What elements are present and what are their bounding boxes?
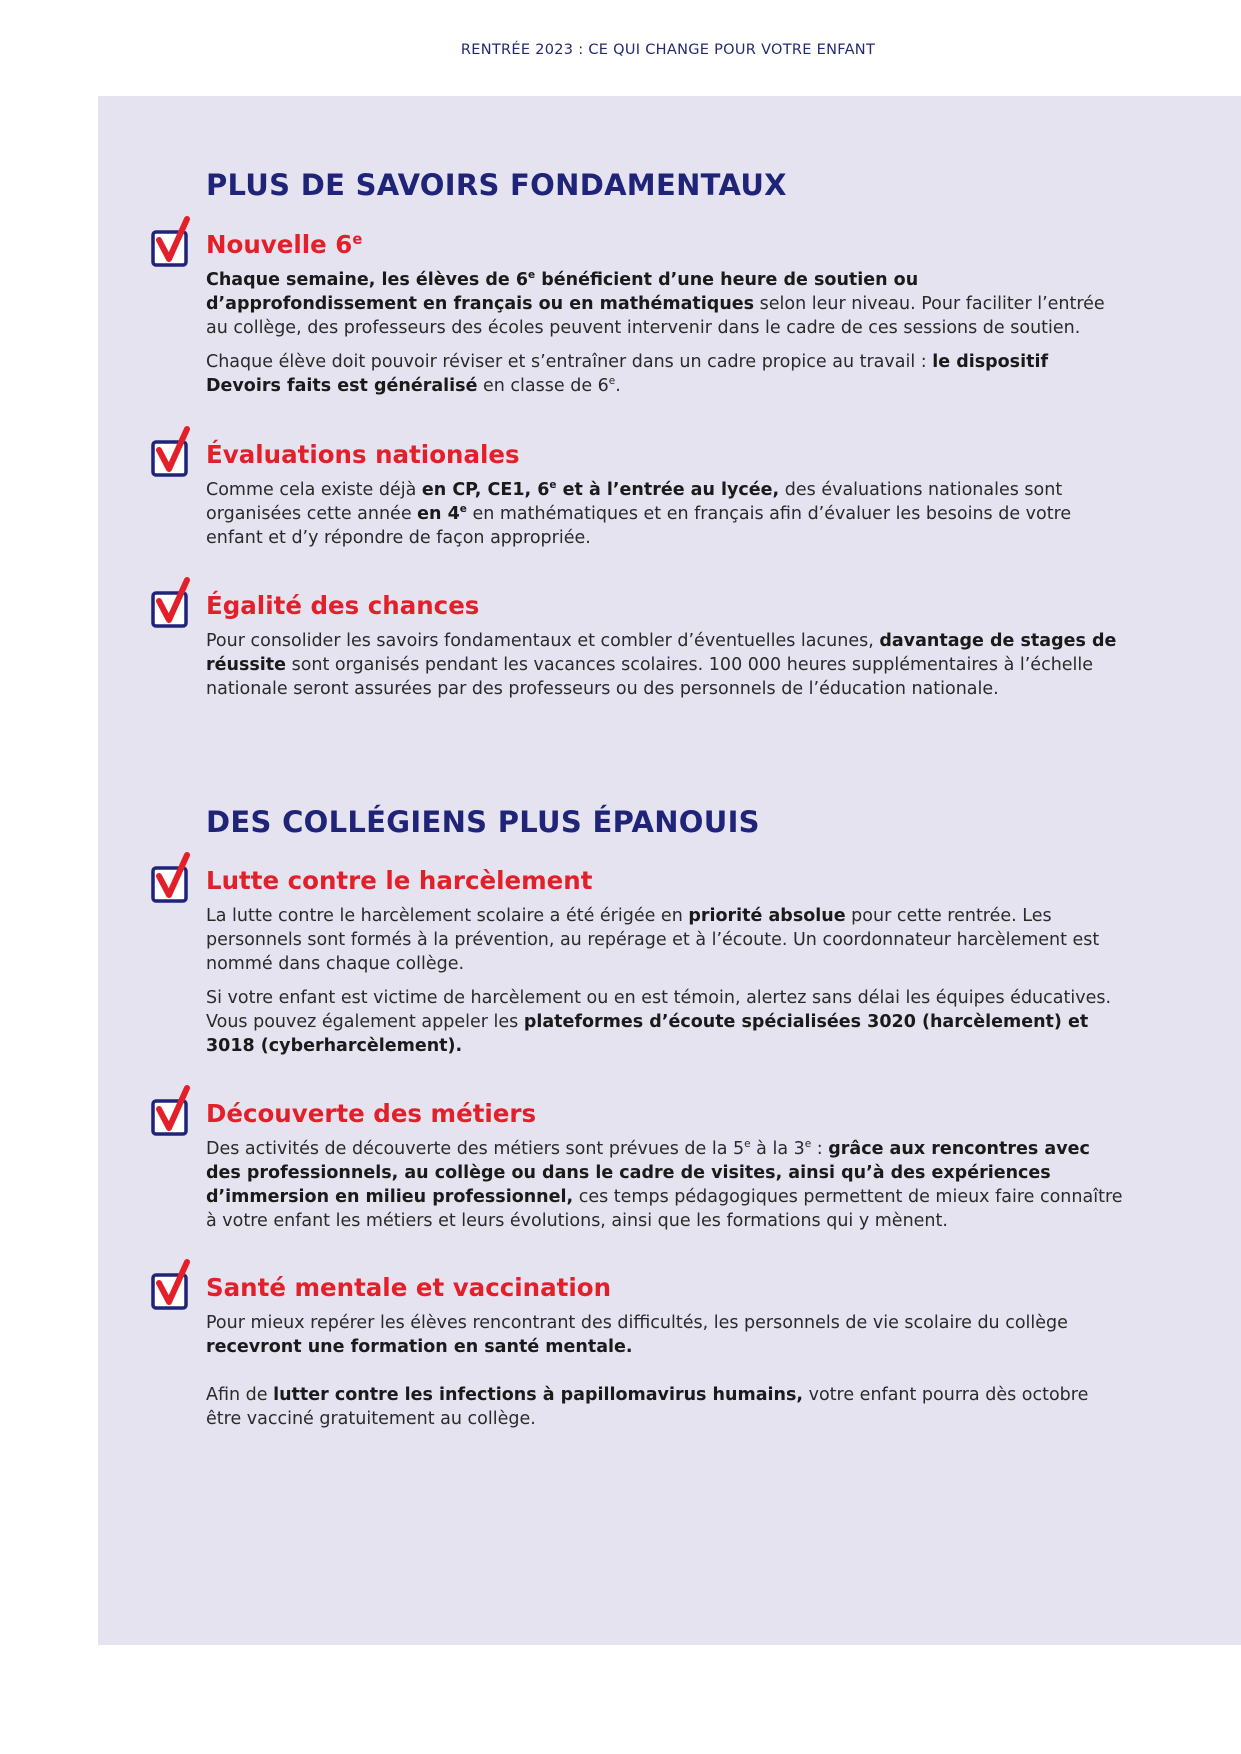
item-title: Nouvelle 6e (206, 230, 363, 259)
paragraph: Des activités de découverte des métiers sont prévues de la 5e à la 3e : grâce aux rencontres avec des professionnels, au collège ou dans le cadre de visites, ainsi qu’à des expériences d’immersion en milieu professionnel, ces temps pédagogiques permettent de mieux faire connaître à votre enfant les métiers et leurs évolutions, ainsi que les formations qui y mènent. (206, 1138, 1123, 1231)
checked-box-icon (150, 577, 194, 629)
section-title-savoirs: PLUS DE SAVOIRS FONDAMENTAUX (206, 168, 787, 202)
item-decouverte-metiers (206, 1099, 1126, 1233)
item-egalite-des-chances (206, 591, 1126, 701)
item-nouvelle-6e (206, 230, 1126, 398)
paragraph: La lutte contre le harcèlement scolaire a été érigée en priorité absolue pour cette rentrée. Les personnels sont formés à la prévention, au repérage et à l’écoute. Un coordonnateur harcèlement est nommé dans chaque collège. (206, 906, 1100, 974)
item-title: Découverte des métiers (206, 1099, 537, 1128)
paragraph: Chaque semaine, les élèves de 6e bénéficient d’une heure de soutien ou d’approfondissement en français ou en mathématiques selon leur niveau. Pour faciliter l’entrée au collège, des professeurs des écoles peuvent intervenir dans le cadre de ces sessions de soutien. (206, 269, 1105, 338)
running-header: RENTRÉE 2023 : CE QUI CHANGE POUR VOTRE ENFANT (460, 42, 876, 58)
checked-box-icon (150, 1259, 194, 1311)
paragraph: Pour mieux repérer les élèves rencontrant des difficultés, les personnels de vie scolaire du collège recevront une formation en santé mentale. (206, 1313, 1068, 1357)
paragraph: Chaque élève doit pouvoir réviser et s’entraîner dans un cadre propice au travail : le dispositif Devoirs faits est généralisé en classe de 6e. (206, 352, 1049, 396)
paragraph: Afin de lutter contre les infections à papillomavirus humains, votre enfant pourra dès octobre être vacciné gratuitement au collège. (206, 1385, 1089, 1429)
item-sante-mentale (206, 1273, 1126, 1431)
paragraph: Si votre enfant est victime de harcèlement ou en est témoin, alertez sans délai les équipes éducatives. Vous pouvez également appeler les plateformes d’écoute spécialisées 3020 (harcèlement) et 3018 (cyberharcèlement). (206, 988, 1112, 1056)
item-title: Évaluations nationales (206, 440, 520, 469)
checked-box-icon (150, 216, 194, 268)
checked-box-icon (150, 852, 194, 904)
checked-box-icon (150, 426, 194, 478)
section-title-collegiens: DES COLLÉGIENS PLUS ÉPANOUIS (206, 805, 760, 839)
item-evaluations-nationales (206, 440, 1126, 550)
item-title: Santé mentale et vaccination (206, 1273, 612, 1302)
item-lutte-harcelement (206, 866, 1126, 1058)
checked-box-icon (150, 1085, 194, 1137)
paragraph: Pour consolider les savoirs fondamentaux et combler d’éventuelles lacunes, davantage de stages de réussite sont organisés pendant les vacances scolaires. 100 000 heures supplémentaires à l’échelle nationale seront assurées par des professeurs ou des personnels de l’éducation nationale. (206, 631, 1117, 699)
paragraph: Comme cela existe déjà en CP, CE1, 6e et à l’entrée au lycée, des évaluations nationales sont organisées cette année en 4e en mathématiques et en français afin d’évaluer les besoins de votre enfant et d’y répondre de façon appropriée. (206, 479, 1072, 548)
item-title: Lutte contre le harcèlement (206, 866, 593, 895)
item-title: Égalité des chances (206, 591, 480, 620)
